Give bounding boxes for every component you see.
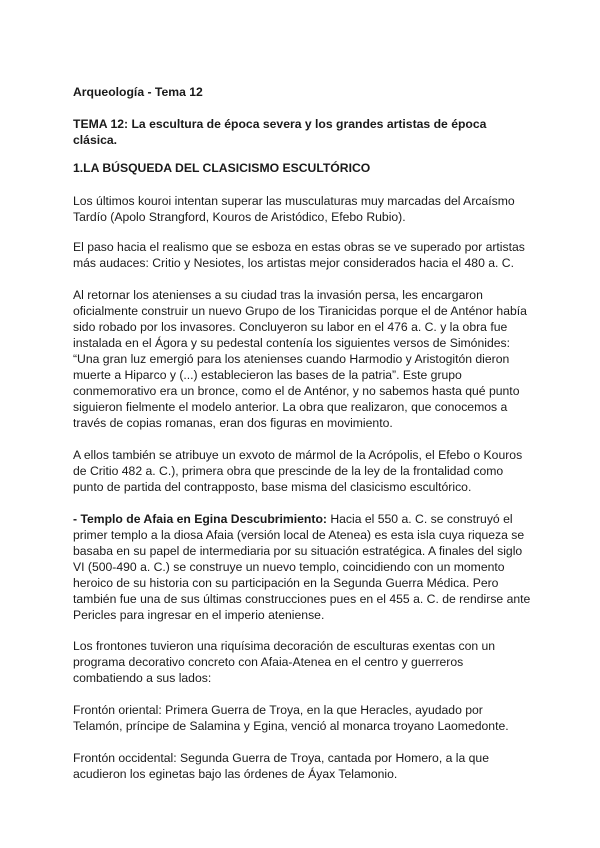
section-heading: 1.LA BÚSQUEDA DEL CLASICISMO ESCULTÓRICO bbox=[73, 161, 371, 175]
paragraph: Frontón oriental: Primera Guerra de Troya, en la que Heracles, ayudado por Telamón, príncipe de Salamina y Egina, venció al monarca troyano Laomedonte. bbox=[73, 703, 509, 733]
afaia-text: Hacia el 550 a. C. se construyó el primer templo a la diosa Afaia (versión local de Atenea) es esta isla cuya riqueza se basaba en su papel de intermediaria por su situación estratégica. A finales del siglo VI (500-490 a. C.) se construye un nuevo templo, coincidiendo con un momento heroico de su historia con su participación en la Segunda Guerra Médica. Pero también fue una de sus últimas construcciones pues en el 455 a. C. de rendirse ante Pericles para ingresar en el imperio ateniense. bbox=[73, 512, 531, 622]
afaia-lead: - Templo de Afaia en Egina Descubrimiento: bbox=[73, 512, 327, 526]
document-page bbox=[73, 84, 533, 796]
paragraph: Los frontones tuvieron una riquísima decoración de esculturas exentas con un programa decorativo concreto con Afaia-Atenea en el centro y guerreros combatiendo a sus lados: bbox=[73, 639, 496, 685]
document-header: Arqueología - Tema 12 bbox=[73, 85, 203, 99]
paragraph: Al retornar los atenienses a su ciudad tras la invasión persa, les encargaron oficialmente construir un nuevo Grupo de los Tiranicidas porque el de Anténor había sido robado por los invasores. Concluyeron su labor en el 476 a. C. y la obra fue instalada en el Ágora y su pedestal contenía los siguientes versos de Simónides: “Una gran luz emergió para los atenienses cuando Harmodio y Aristogitón dieron muerte a Hiparco y (...) establecieron las bases de la patria”. Este grupo conmemorativo era un bronce, como el de Anténor, y no sabemos hasta qué punto siguieron fielmente el modelo anterior. La obra que realizaron, que conocemos a través de copias romanas, eran dos figuras en movimiento. bbox=[73, 288, 527, 430]
paragraph: A ellos también se atribuye un exvoto de mármol de la Acrópolis, el Efebo o Kouros de Critio 482 a. C.), primera obra que prescinde de la ley de la frontalidad como punto de partida del contrapposto, base misma del clasicismo escultórico. bbox=[73, 448, 523, 494]
paragraph: El paso hacia el realismo que se esboza en estas obras se ve superado por artistas más audaces: Critio y Nesiotes, los artistas mejor considerados hacia el 480 a. C. bbox=[73, 240, 525, 270]
paragraph: Frontón occidental: Segunda Guerra de Troya, cantada por Homero, a la que acudieron los eginetas bajo las órdenes de Áyax Telamonio. bbox=[73, 751, 489, 781]
afaia-paragraph bbox=[73, 511, 533, 623]
paragraph: Los últimos kouroi intentan superar las musculaturas muy marcadas del Arcaísmo Tardío (Apolo Strangford, Kouros de Aristódico, Efebo Rubio). bbox=[73, 194, 515, 224]
document-title: TEMA 12: La escultura de época severa y los grandes artistas de época clásica. bbox=[73, 117, 487, 147]
